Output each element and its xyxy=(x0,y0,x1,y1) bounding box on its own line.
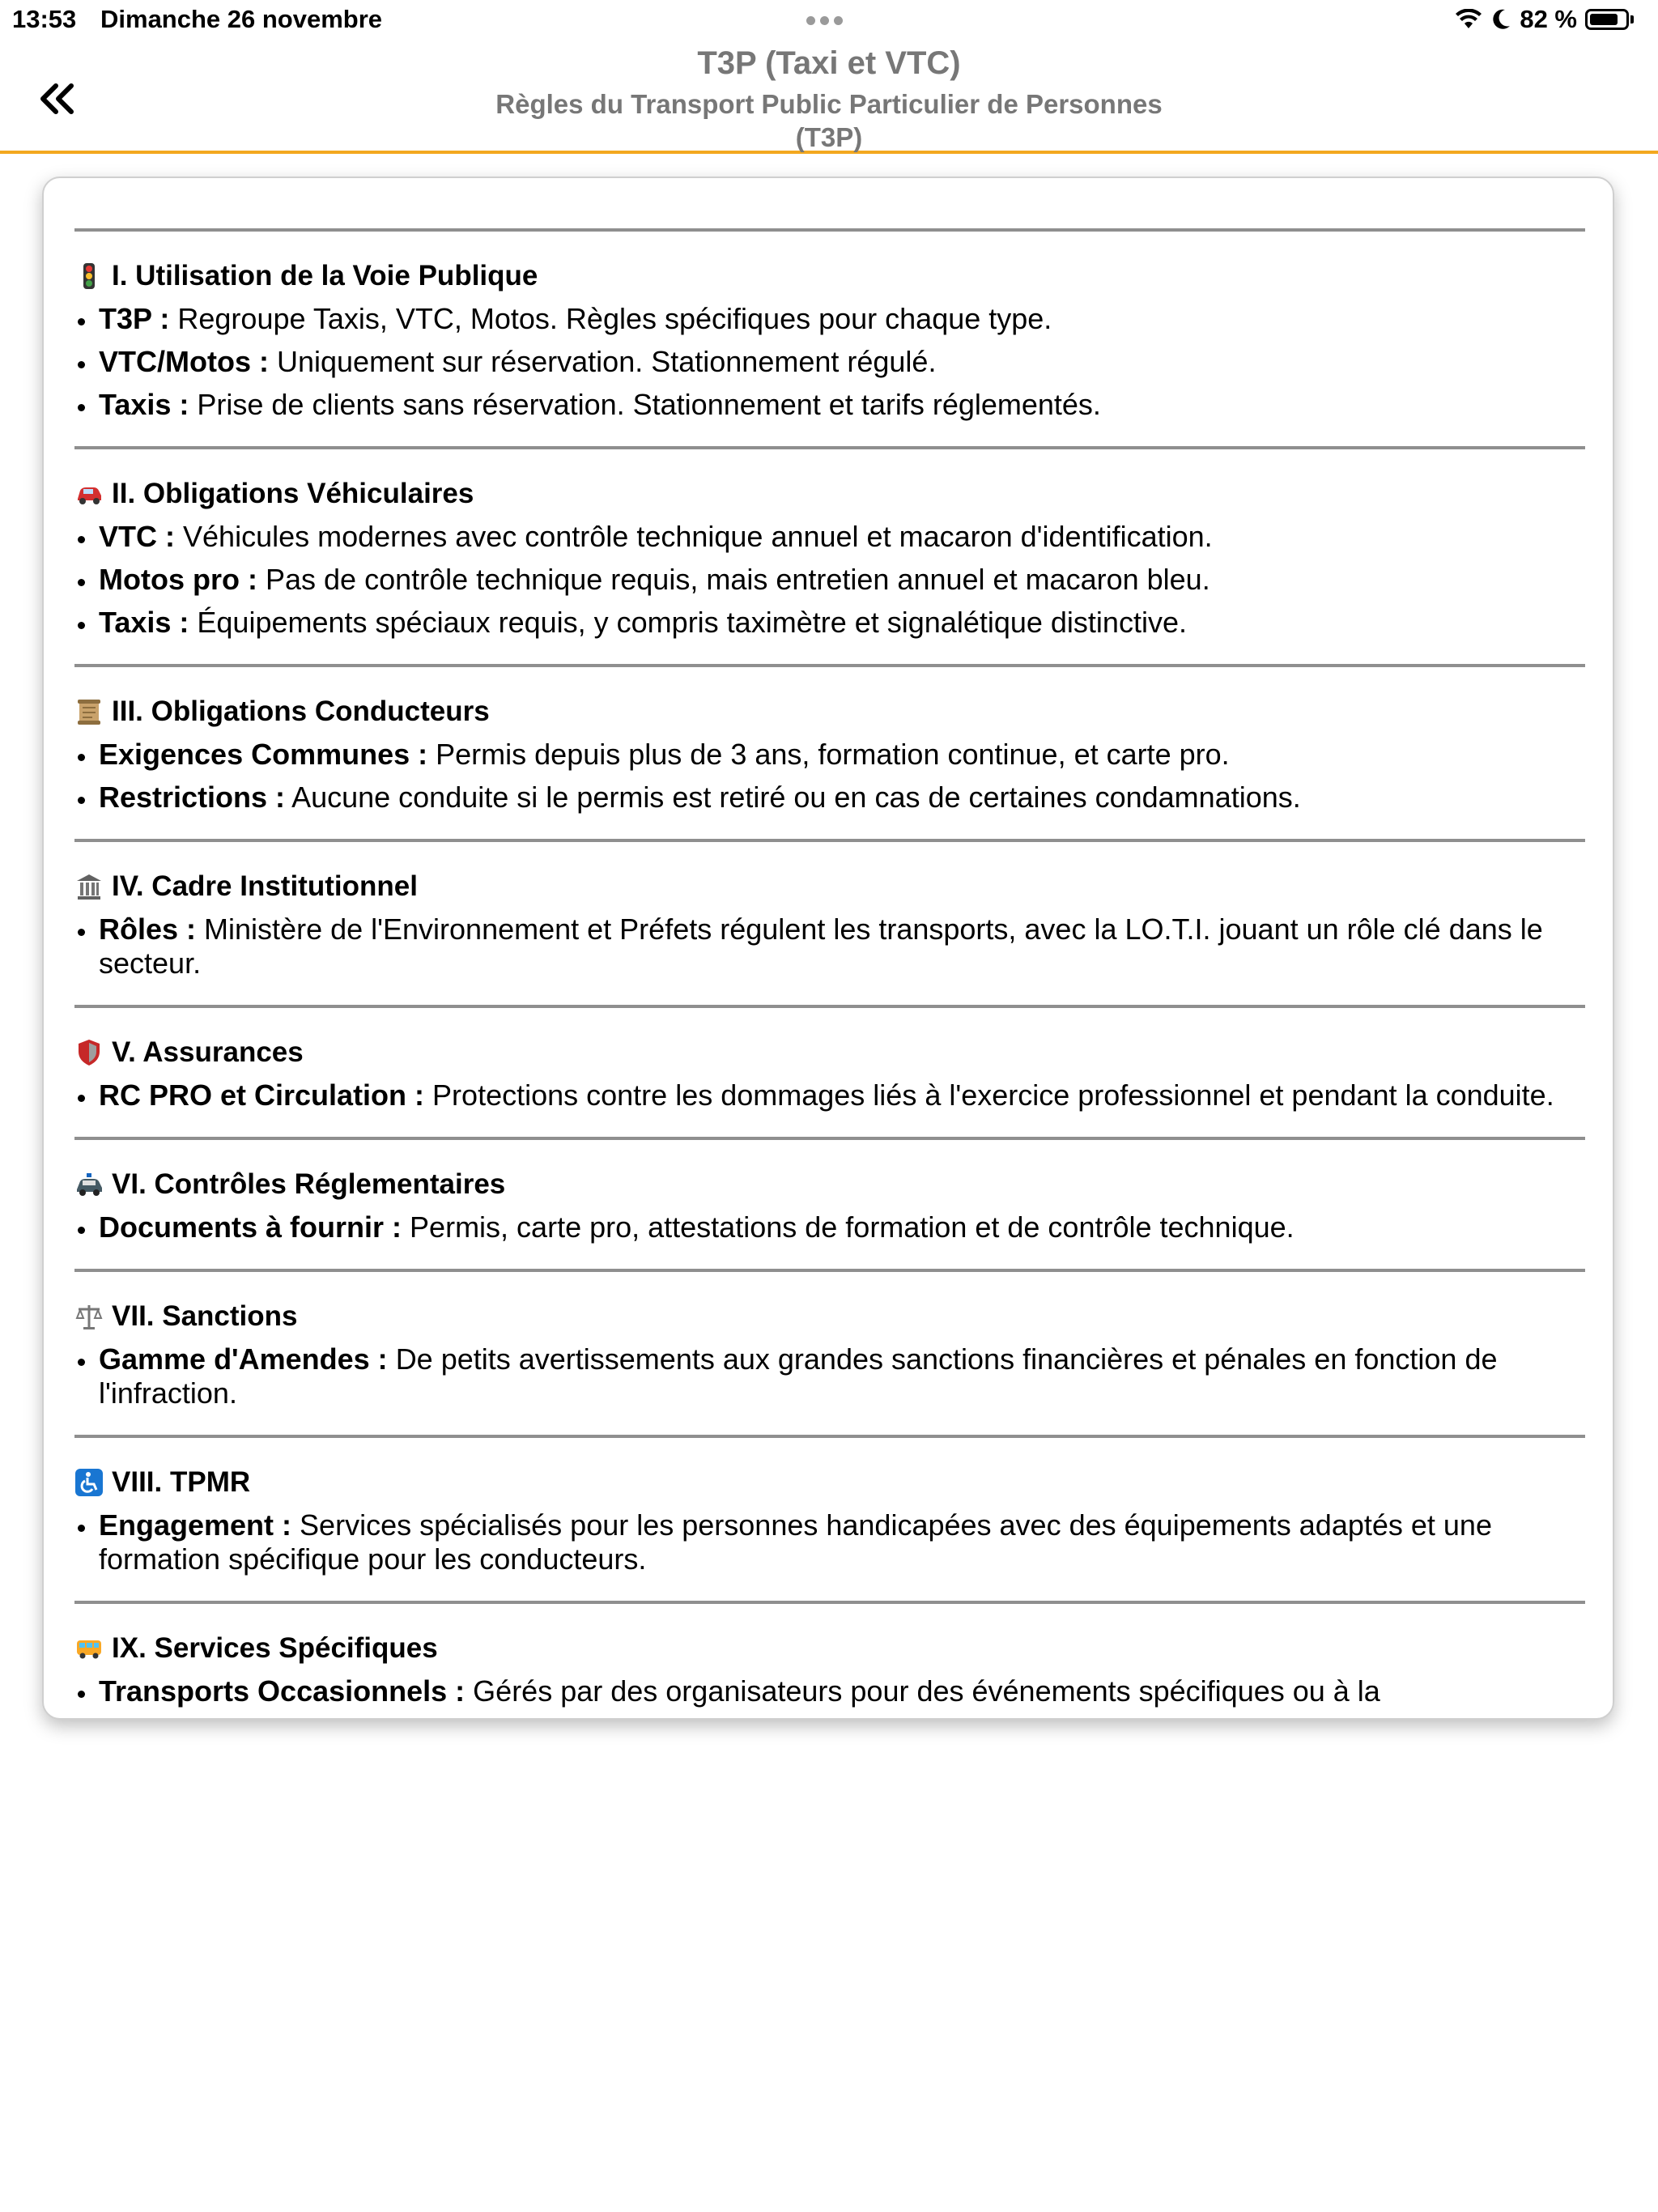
item-text: Permis, carte pro, attestations de formation et de contrôle technique. xyxy=(410,1210,1295,1244)
list-item xyxy=(74,388,1585,422)
wifi-icon xyxy=(1455,9,1482,30)
list-item xyxy=(74,345,1585,379)
item-label: Rôles : xyxy=(99,912,197,946)
section-title: V. Assurances xyxy=(112,1036,304,1068)
list-item xyxy=(74,520,1585,554)
item-label: VTC/Motos : xyxy=(99,345,269,378)
section-heading xyxy=(74,870,1585,904)
content-card[interactable] xyxy=(42,177,1614,1720)
section-title: VII. Sanctions xyxy=(112,1300,298,1332)
shield-icon xyxy=(74,1038,104,1067)
item-label: Restrictions : xyxy=(99,781,286,814)
rule-section xyxy=(74,664,1585,839)
battery-icon xyxy=(1585,9,1629,30)
section-heading xyxy=(74,477,1585,511)
item-text: Ministère de l'Environnement et Préfets régulent les transports, avec la LO.T.I. jouant un rôle clé dans le secteur. xyxy=(99,912,1543,980)
item-label: Exigences Communes : xyxy=(99,738,428,771)
section-title: III. Obligations Conducteurs xyxy=(112,696,490,727)
item-label: Engagement : xyxy=(99,1508,292,1542)
list-item xyxy=(74,781,1585,815)
item-label: RC PRO et Circulation : xyxy=(99,1078,425,1112)
status-bar xyxy=(0,0,1658,42)
multitasking-dots-icon[interactable] xyxy=(806,16,843,25)
section-heading xyxy=(74,1036,1585,1070)
back-button[interactable] xyxy=(34,74,83,123)
bus-icon xyxy=(74,1634,104,1663)
status-date: Dimanche 26 novembre xyxy=(100,5,383,33)
section-heading xyxy=(74,695,1585,729)
item-text: Aucune conduite si le permis est retiré ou en cas de certaines condamnations. xyxy=(291,781,1301,814)
list-item xyxy=(74,1674,1585,1708)
item-text: De petits avertissements aux grandes sanctions financières et pénales en fonction de l'infraction. xyxy=(99,1342,1498,1410)
section-heading xyxy=(74,259,1585,293)
list-item xyxy=(74,1078,1585,1112)
classical-building-icon xyxy=(74,872,104,901)
nav-header xyxy=(0,42,1658,154)
section-heading xyxy=(74,1631,1585,1665)
item-label: Taxis : xyxy=(99,388,189,421)
rule-section xyxy=(74,839,1585,1005)
item-label: Motos pro : xyxy=(99,563,257,596)
item-text: Prise de clients sans réservation. Stationnement et tarifs réglementés. xyxy=(197,388,1101,421)
section-title: IV. Cadre Institutionnel xyxy=(112,870,418,902)
moon-icon xyxy=(1490,8,1511,31)
rule-section xyxy=(74,1601,1585,1720)
page-title: T3P (Taxi et VTC) xyxy=(697,45,961,81)
rules-list xyxy=(74,228,1585,1720)
rule-section xyxy=(74,446,1585,664)
item-text: Pas de contrôle technique requis, mais entretien annuel et macaron bleu. xyxy=(265,563,1210,596)
status-right xyxy=(1455,5,1634,34)
item-label: Gamme d'Amendes : xyxy=(99,1342,388,1376)
battery-tip xyxy=(1630,15,1634,23)
item-text: Gérés par des organisateurs pour des événements spécifiques ou à la xyxy=(473,1674,1380,1708)
double-chevron-left-icon xyxy=(34,74,83,123)
rule-section xyxy=(74,1269,1585,1435)
list-item xyxy=(74,606,1585,640)
battery-percent: 82 % xyxy=(1520,5,1577,33)
item-text: Équipements spéciaux requis, y compris taximètre et signalétique distinctive. xyxy=(197,606,1187,639)
item-text: Permis depuis plus de 3 ans, formation continue, et carte pro. xyxy=(436,738,1230,771)
section-heading xyxy=(74,1465,1585,1499)
item-text: Regroupe Taxis, VTC, Motos. Règles spécifiques pour chaque type. xyxy=(177,302,1052,335)
item-label: VTC : xyxy=(99,520,175,553)
status-time: 13:53 xyxy=(12,5,77,33)
section-title: II. Obligations Véhiculaires xyxy=(112,478,474,509)
rule-section xyxy=(74,1435,1585,1601)
list-item xyxy=(74,1342,1585,1410)
item-text: Uniquement sur réservation. Stationnement régulé. xyxy=(277,345,937,378)
list-item xyxy=(74,1210,1585,1244)
page-subtitle: Règles du Transport Public Particulier de Personnes (T3P) xyxy=(495,89,1163,152)
list-item xyxy=(74,738,1585,772)
section-heading xyxy=(74,1168,1585,1202)
item-label: Transports Occasionnels : xyxy=(99,1674,466,1708)
list-item xyxy=(74,912,1585,981)
section-title: IX. Services Spécifiques xyxy=(112,1632,438,1664)
scroll-icon xyxy=(74,697,104,726)
balance-scale-icon xyxy=(74,1302,104,1331)
item-label: Taxis : xyxy=(99,606,189,639)
list-item xyxy=(74,1508,1585,1576)
police-car-icon xyxy=(74,1170,104,1199)
car-icon xyxy=(74,479,104,508)
list-item xyxy=(74,563,1585,597)
item-text: Protections contre les dommages liés à l'exercice professionnel et pendant la conduite. xyxy=(432,1078,1554,1112)
section-heading xyxy=(74,1300,1585,1334)
item-label: T3P : xyxy=(99,302,170,335)
item-text: Véhicules modernes avec contrôle technique annuel et macaron d'identification. xyxy=(183,520,1213,553)
traffic-light-icon xyxy=(74,262,104,291)
section-title: I. Utilisation de la Voie Publique xyxy=(112,260,538,291)
rule-section xyxy=(74,228,1585,446)
item-text: Services spécialisés pour les personnes handicapées avec des équipements adaptés et une formation spécifique pour les conducteurs. xyxy=(99,1508,1492,1576)
section-title: VI. Contrôles Réglementaires xyxy=(112,1168,506,1200)
rule-section xyxy=(74,1005,1585,1137)
list-item xyxy=(74,302,1585,336)
rule-section xyxy=(74,1137,1585,1269)
section-title: VIII. TPMR xyxy=(112,1466,251,1498)
item-label: Documents à fournir : xyxy=(99,1210,402,1244)
wheelchair-icon xyxy=(74,1468,104,1497)
